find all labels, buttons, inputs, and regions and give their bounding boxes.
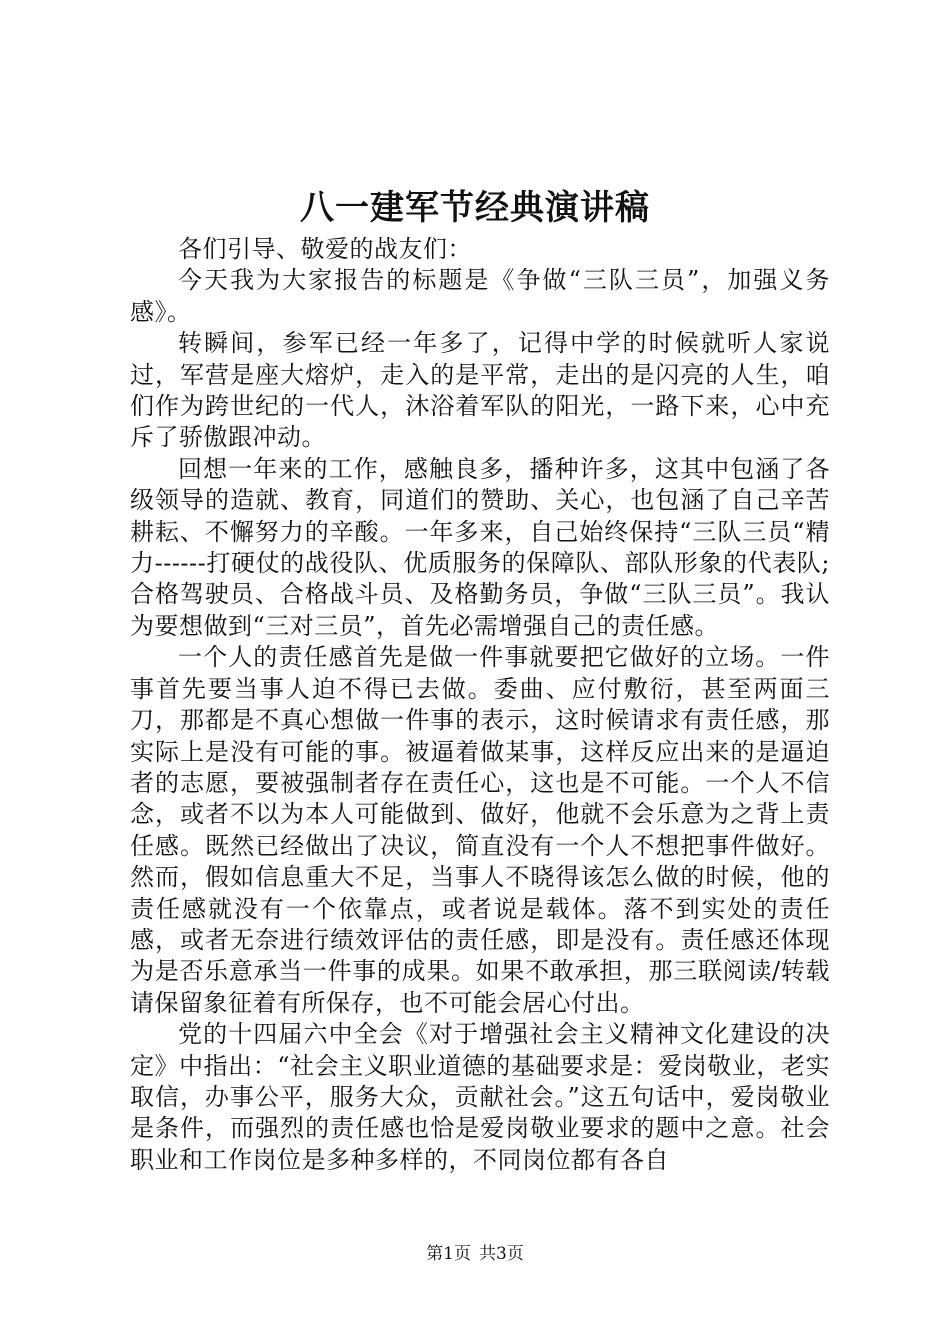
paragraph-topic: 今天我为大家报告的标题是《争做“三队三员”，加强义务感》。 (130, 266, 830, 326)
paragraph-salutation: 各们引导、敬爱的战友们： (178, 235, 472, 263)
page-footer (0, 1242, 950, 1266)
document-body (130, 234, 830, 1176)
page-number: 第1页 (426, 1244, 471, 1264)
paragraph-professional-ethics: 党的十四届六中全会《对于增强社会主义精神文化建设的决定》中指出：“社会主义职业道德的基础要求是：爱岗敬业，老实取信，办事公平，服务大众，贡献社会。”这五句话中，爱岗敬业是条件，而强烈的责任感也恰是爱岗敬业要求的题中之意。社会职业和工作岗位是多种多样的，不同岗位都有各自 (130, 1020, 830, 1174)
paragraph-reflection: 回想一年来的工作，感触良多，播种许多，这其中包涵了各级领导的造就、教育，同道们的赞助、关心，也包涵了自己辛苦耕耘、不懈努力的辛酸。一年多来，自己始终保持“三队三员“精力------打硬仗的战役队、优质服务的保障队、部队形象的代表队;合格驾驶员、合格战斗员、及格勤务员，争做“三队三员”。我认为要想做到“三对三员”，首先必需增强自己的责任感。 (130, 454, 830, 640)
paragraph-enlistment: 转瞬间，参军已经一年多了，记得中学的时候就听人家说过，军营是座大熔炉，走入的是平常，走出的是闪亮的人生，咱们作为跨世纪的一代人，沐浴着军队的阳光，一路下来，心中充斥了骄傲跟冲动。 (130, 329, 830, 452)
paragraph-responsibility: 一个人的责任感首先是做一件事就要把它做好的立场。一件事首先要当事人迫不得已去做。委曲、应付敷衍，甚至两面三刀，那都是不真心想做一件事的表示，这时候请求有责任感，那实际上是没有可能的事。被逼着做某事，这样反应出来的是逼迫者的志愿，要被强制者存在责任心，这也是不可能。一个人不信念，或者不以为本人可能做到、做好，他就不会乐意为之背上责任感。既然已经做出了决议，简直没有一个人不想把事件做好。然而，假如信息重大不足，当事人不晓得该怎么做的时候，他的责任感就没有一个依靠点，或者说是载体。落不到实处的责任感，或者无奈进行绩效评估的责任感，即是没有。责任感还体现为是否乐意承当一件事的成果。如果不敢承担，那三联阅读/转载请保留象征着有所保存，也不可能会居心付出。 (130, 643, 830, 1017)
page-total: 共3页 (479, 1244, 524, 1264)
document-title: 八一建军节经典演讲稿 (300, 188, 650, 228)
